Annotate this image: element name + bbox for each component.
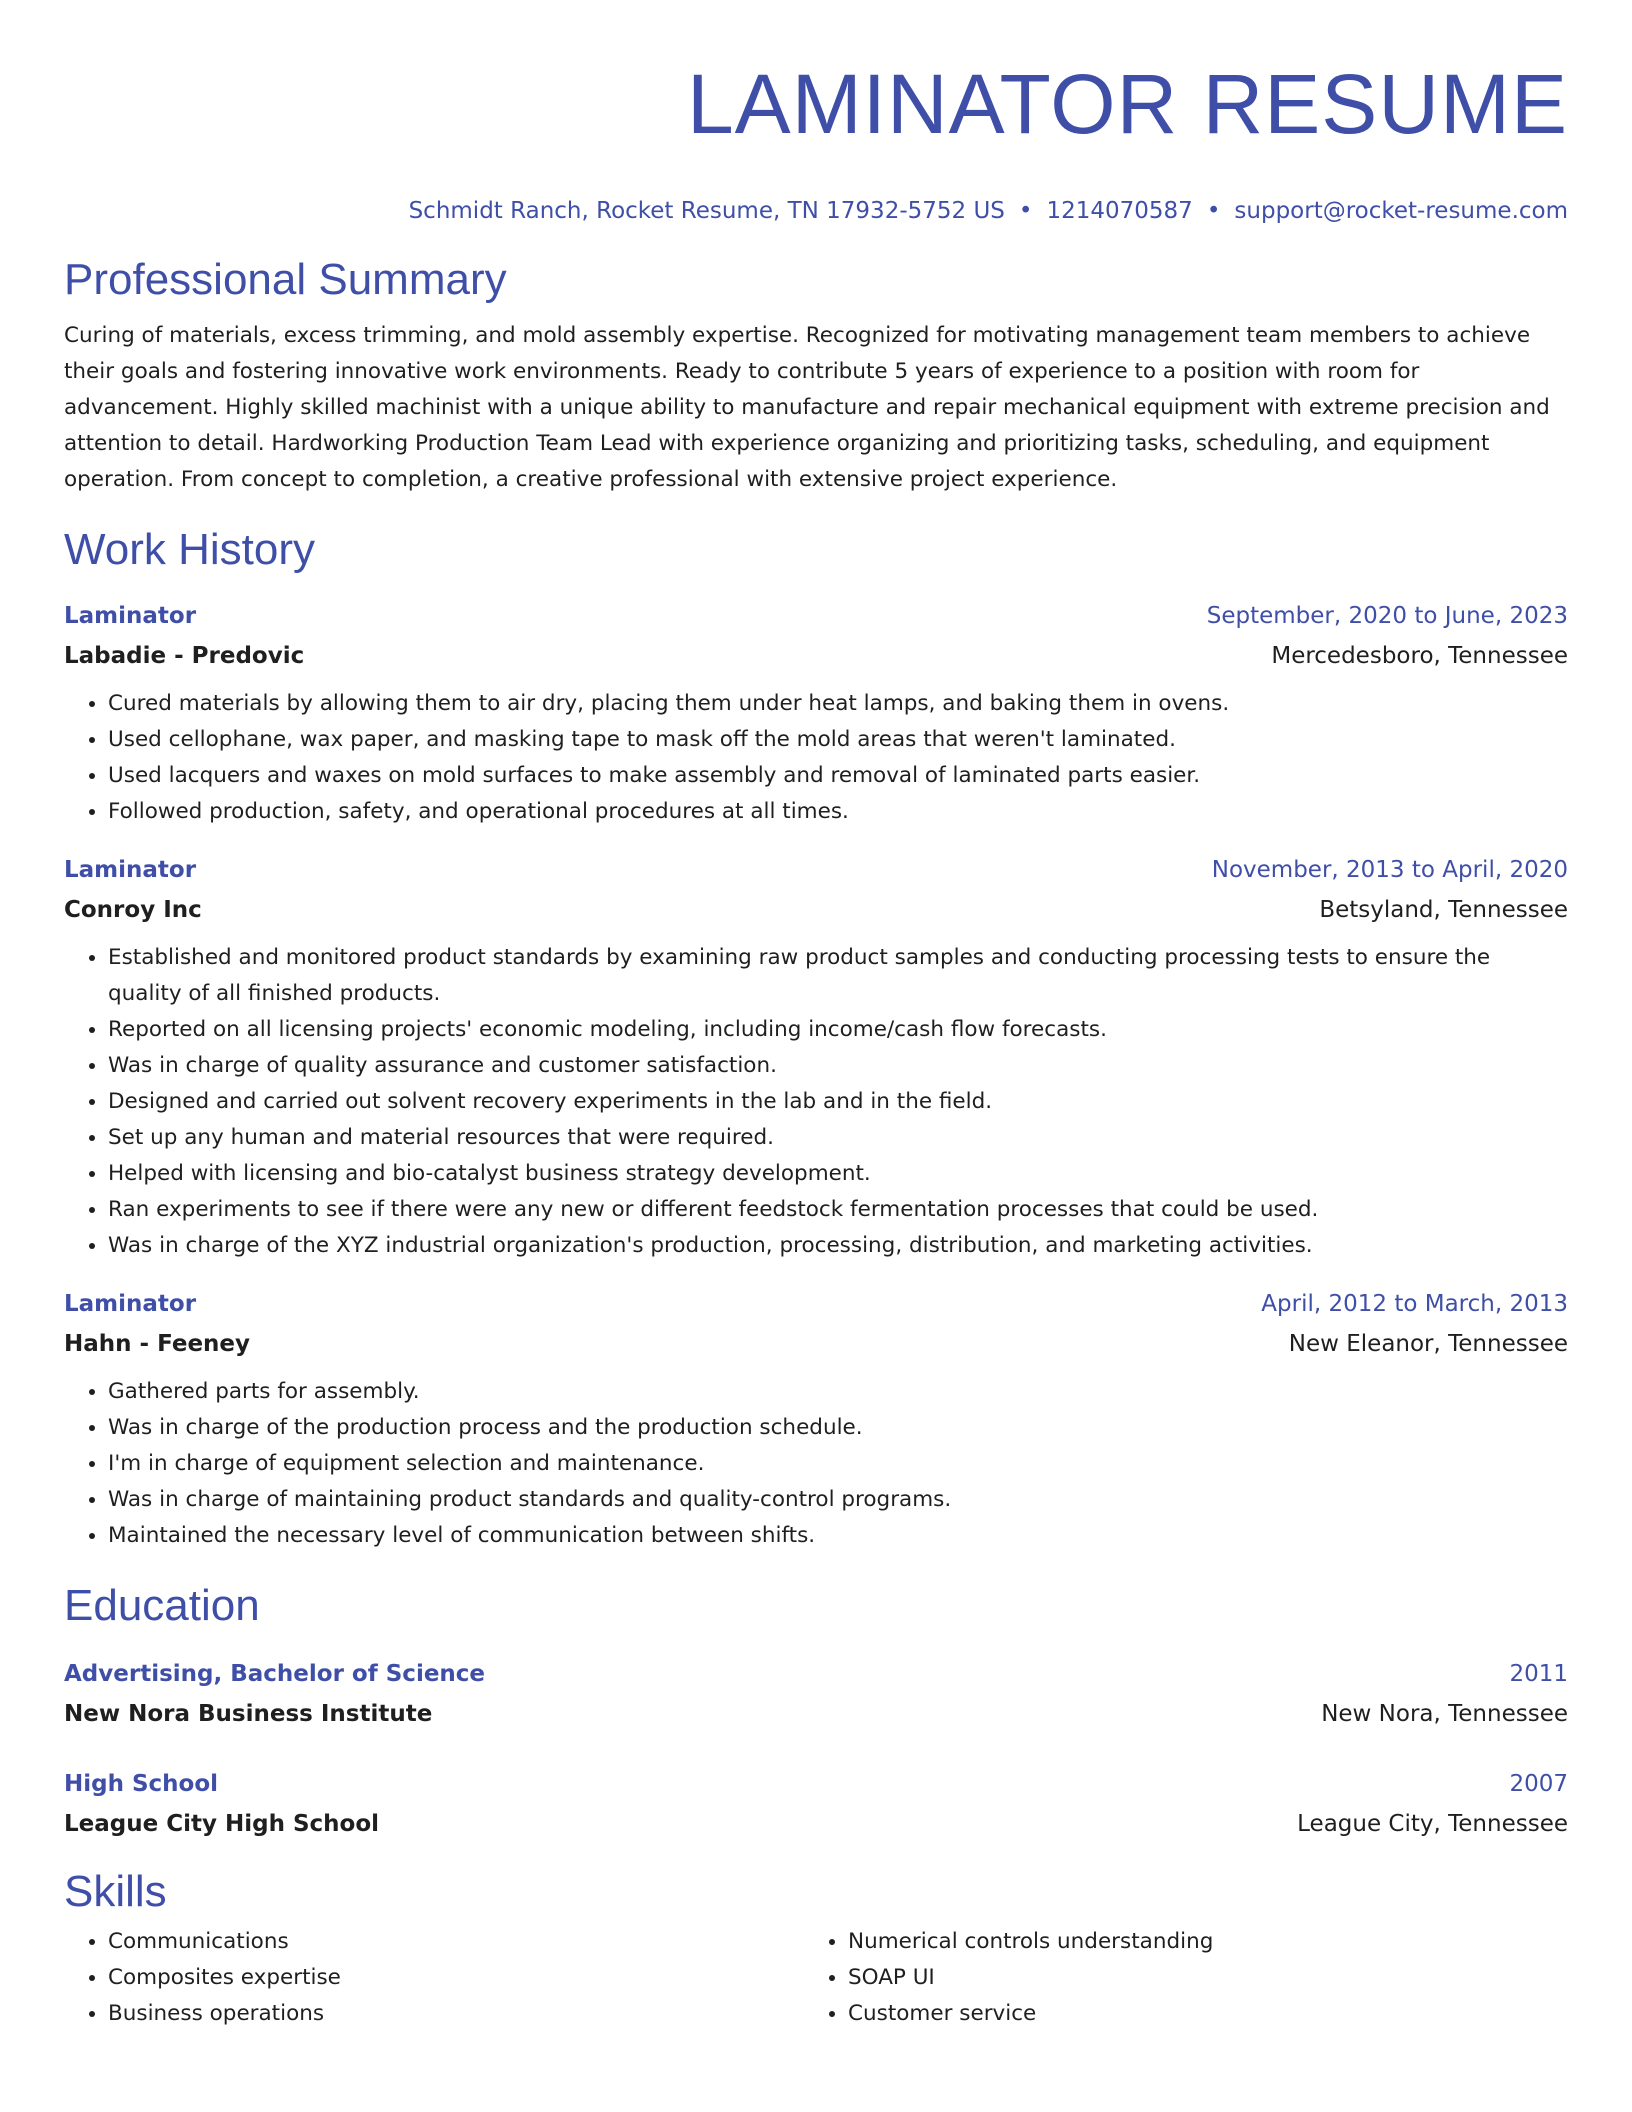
list-item: • I'm in charge of equipment selection and maintenance. (108, 1446, 1568, 1482)
list-item: • Designed and carried out solvent recovery experiments in the lab and in the field. (108, 1084, 1568, 1120)
list-item: • Helped with licensing and bio-catalyst business strategy development. (108, 1156, 1568, 1192)
list-item: • Used lacquers and waxes on mold surfaces to make assembly and removal of laminated parts easier. (108, 758, 1568, 794)
summary-text: Curing of materials, excess trimming, and mold assembly expertise. Recognized for motivating management team members to achieve their goals and fostering innovative work environments. Ready to contribute 5 years of experience to a position with room for advancement. Highly skilled machinist with a unique ability to manufacture and repair mechanical equipment with extreme precision and attention to detail. Hardworking Production Team Lead with experience organizing and prioritizing tasks, scheduling, and equipment operation. From concept to completion, a creative professional with extensive project experience. (64, 323, 1550, 492)
job-dates: September, 2020 to June, 2023 (1206, 603, 1568, 629)
list-item: • Was in charge of the production process and the production schedule. (108, 1410, 1568, 1446)
education-year: 2007 (1509, 1771, 1568, 1797)
list-item: • Customer service (848, 1996, 1544, 2032)
skills-list-right (804, 1924, 1544, 2032)
contact-address: Schmidt Ranch, Rocket Resume, TN 17932-5752 US (408, 198, 1005, 224)
education-school: New Nora Business Institute (64, 1701, 433, 1727)
section-title-education: Education (64, 1581, 260, 1630)
job-role: Laminator (64, 857, 197, 883)
section-title-summary: Professional Summary (64, 255, 507, 304)
education-entry (64, 1654, 1568, 1734)
job-location: Mercedesboro, Tennessee (1271, 643, 1568, 669)
resume-name: LAMINATOR RESUME (686, 57, 1568, 151)
list-item: • Numerical controls understanding (848, 1924, 1544, 1960)
job-entry (64, 850, 1568, 1264)
contact-separator: • (1018, 198, 1033, 224)
job-dates: November, 2013 to April, 2020 (1211, 857, 1568, 883)
list-item: • Maintained the necessary level of communication between shifts. (108, 1518, 1568, 1554)
list-item: • Cured materials by allowing them to air dry, placing them under heat lamps, and baking them in ovens. (108, 686, 1568, 722)
job-company: Hahn - Feeney (64, 1331, 251, 1357)
job-bullets (64, 686, 1568, 830)
job-company: Conroy Inc (64, 897, 202, 923)
contact-separator: • (1206, 198, 1221, 224)
job-entry (64, 596, 1568, 830)
section-title-work-history: Work History (64, 525, 315, 574)
job-location: Betsyland, Tennessee (1319, 897, 1568, 923)
resume-header (64, 54, 1568, 226)
list-item: • Established and monitored product standards by examining raw product samples and conducting processing tests to ensure the quality of all finished products. (108, 940, 1568, 1012)
list-item: • Ran experiments to see if there were any new or different feedstock fermentation processes that could be used. (108, 1192, 1568, 1228)
section-title-skills: Skills (64, 1867, 167, 1916)
skills-columns (64, 1924, 1568, 2032)
job-location: New Eleanor, Tennessee (1288, 1331, 1568, 1357)
education-degree: Advertising, Bachelor of Science (64, 1661, 486, 1687)
education-school: League City High School (64, 1811, 380, 1837)
education-location: League City, Tennessee (1297, 1811, 1568, 1837)
education-year: 2011 (1509, 1661, 1568, 1687)
list-item: • Was in charge of maintaining product standards and quality-control programs. (108, 1482, 1568, 1518)
contact-line (64, 196, 1568, 226)
education-entry (64, 1764, 1568, 1844)
education-location: New Nora, Tennessee (1321, 1701, 1568, 1727)
job-bullets (64, 1374, 1568, 1554)
job-role: Laminator (64, 1291, 197, 1317)
list-item: • Composites expertise (108, 1960, 804, 1996)
job-role: Laminator (64, 603, 197, 629)
skills-list-left (64, 1924, 804, 2032)
job-dates: April, 2012 to March, 2013 (1261, 1291, 1568, 1317)
contact-phone: 1214070587 (1046, 198, 1193, 224)
education-degree: High School (64, 1771, 219, 1797)
list-item: • Was in charge of quality assurance and customer satisfaction. (108, 1048, 1568, 1084)
list-item: • Was in charge of the XYZ industrial organization's production, processing, distribution, and marketing activities. (108, 1228, 1568, 1264)
job-entry (64, 1284, 1568, 1554)
list-item: • Communications (108, 1924, 804, 1960)
list-item: • Used cellophane, wax paper, and masking tape to mask off the mold areas that weren't laminated. (108, 722, 1568, 758)
contact-email[interactable]: support@rocket-resume.com (1234, 198, 1568, 224)
job-company: Labadie - Predovic (64, 643, 305, 669)
list-item: • Followed production, safety, and operational procedures at all times. (108, 794, 1568, 830)
list-item: • Reported on all licensing projects' economic modeling, including income/cash flow forecasts. (108, 1012, 1568, 1048)
job-bullets (64, 940, 1568, 1264)
list-item: • SOAP UI (848, 1960, 1544, 1996)
list-item: • Set up any human and material resources that were required. (108, 1120, 1568, 1156)
list-item: • Business operations (108, 1996, 804, 2032)
list-item: • Gathered parts for assembly. (108, 1374, 1568, 1410)
